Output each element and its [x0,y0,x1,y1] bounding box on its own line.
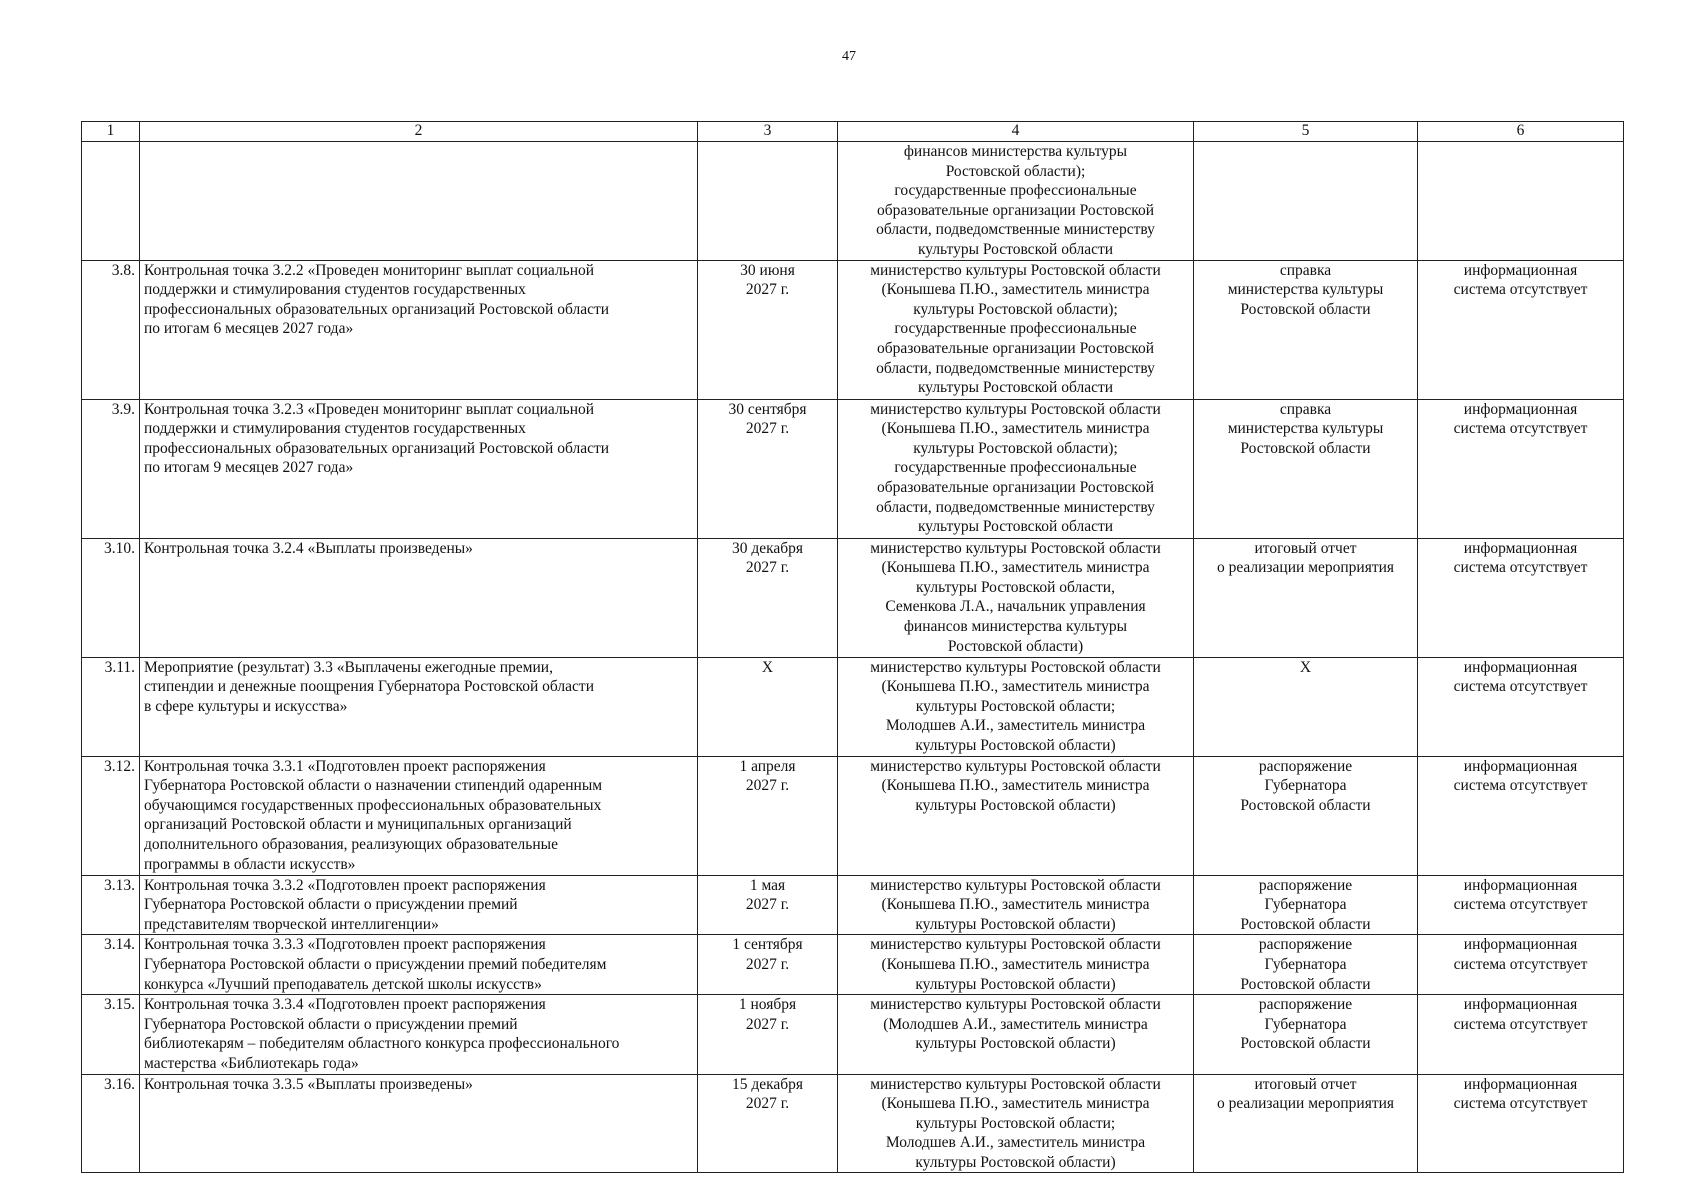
information-system: информационная система отсутствует [1418,935,1624,995]
row-number: 3.16. [82,1074,140,1173]
information-system: информационная система отсутствует [1418,538,1624,657]
responsible-executor: министерство культуры Ростовской области (Молодшев А.И., заместитель министра культуры Ростовской области) [838,995,1194,1074]
header-col-2: 2 [140,122,698,142]
deadline: Х [698,657,838,756]
control-point-name: Контрольная точка 3.3.3 «Подготовлен проект распоряжения Губернатора Ростовской области о присуждении премий победителям конкурса «Лучший преподаватель детской школы искусств» [140,935,698,995]
control-point-name: Контрольная точка 3.2.3 «Проведен мониторинг выплат социальной поддержки и стимулирования студентов государственных профессиональных образовательных организаций Ростовской области по итогам 9 месяцев 2027 года» [140,399,698,538]
deadline: 1 апреля 2027 г. [698,756,838,875]
responsible-executor: министерство культуры Ростовской области (Конышева П.Ю., заместитель министра культуры Ростовской области; Молодшев А.И., заместитель министра культуры Ростовской области) [838,657,1194,756]
deadline: 15 декабря 2027 г. [698,1074,838,1173]
responsible-executor: финансов министерства культуры Ростовской области); государственные профессиональные образовательные организации Ростовской области, подведомственные министерству культуры Ростовской области [838,142,1194,261]
control-point-name: Контрольная точка 3.3.5 «Выплаты произведены» [140,1074,698,1173]
information-system: информационная система отсутствует [1418,657,1624,756]
header-col-4: 4 [838,122,1194,142]
confirming-document [1194,142,1418,261]
information-system [1418,142,1624,261]
confirming-document: распоряжение Губернатора Ростовской области [1194,875,1418,935]
responsible-executor: министерство культуры Ростовской области (Конышева П.Ю., заместитель министра культуры Ростовской области) [838,935,1194,995]
responsible-executor: министерство культуры Ростовской области (Конышева П.Ю., заместитель министра культуры Ростовской области, Семенкова Л.А., начальник управления финансов министерства культуры Ростовской области) [838,538,1194,657]
header-row [82,122,1624,142]
deadline: 30 декабря 2027 г. [698,538,838,657]
confirming-document: справка министерства культуры Ростовской области [1194,399,1418,538]
header-col-3: 3 [698,122,838,142]
information-system: информационная система отсутствует [1418,1074,1624,1173]
table-row [82,1074,1624,1173]
table-row [82,756,1624,875]
control-point-name: Мероприятие (результат) 3.3 «Выплачены ежегодные премии, стипендии и денежные поощрения Губернатора Ростовской области в сфере культуры и искусства» [140,657,698,756]
control-point-name: Контрольная точка 3.3.4 «Подготовлен проект распоряжения Губернатора Ростовской области о присуждении премий библиотекарям – победителям областного конкурса профессионального мастерства «Библиотекарь года» [140,995,698,1074]
deadline: 1 ноября 2027 г. [698,995,838,1074]
page-number: 47 [842,49,856,64]
row-number: 3.13. [82,875,140,935]
deadline: 30 июня 2027 г. [698,260,838,399]
table-row [82,538,1624,657]
information-system: информационная система отсутствует [1418,260,1624,399]
table-row [82,995,1624,1074]
confirming-document: итоговый отчет о реализации мероприятия [1194,538,1418,657]
row-number: 3.14. [82,935,140,995]
information-system: информационная система отсутствует [1418,875,1624,935]
deadline [698,142,838,261]
responsible-executor: министерство культуры Ростовской области (Конышева П.Ю., заместитель министра культуры Ростовской области) [838,756,1194,875]
row-number: 3.11. [82,657,140,756]
responsible-executor: министерство культуры Ростовской области (Конышева П.Ю., заместитель министра культуры Ростовской области); государственные профессиональные образовательные организации Ростовской области, подведомственные министерству культуры Ростовской области [838,399,1194,538]
table-row [82,260,1624,399]
control-point-name: Контрольная точка 3.2.2 «Проведен мониторинг выплат социальной поддержки и стимулирования студентов государственных профессиональных образовательных организаций Ростовской области по итогам 6 месяцев 2027 года» [140,260,698,399]
header-col-6: 6 [1418,122,1624,142]
confirming-document: распоряжение Губернатора Ростовской области [1194,935,1418,995]
information-system: информационная система отсутствует [1418,399,1624,538]
confirming-document: распоряжение Губернатора Ростовской области [1194,756,1418,875]
deadline: 1 мая 2027 г. [698,875,838,935]
table-row [82,142,1624,261]
deadline: 30 сентября 2027 г. [698,399,838,538]
plan-table [81,121,1624,1173]
confirming-document: справка министерства культуры Ростовской области [1194,260,1418,399]
row-number: 3.15. [82,995,140,1074]
confirming-document: Х [1194,657,1418,756]
control-point-name [140,142,698,261]
header-col-1: 1 [82,122,140,142]
responsible-executor: министерство культуры Ростовской области (Конышева П.Ю., заместитель министра культуры Ростовской области; Молодшев А.И., заместитель министра культуры Ростовской области) [838,1074,1194,1173]
table-row [82,399,1624,538]
row-number: 3.8. [82,260,140,399]
row-number: 3.12. [82,756,140,875]
row-number: 3.10. [82,538,140,657]
control-point-name: Контрольная точка 3.3.1 «Подготовлен проект распоряжения Губернатора Ростовской области о назначении стипендий одаренным обучающимся государственных профессиональных образовательных организаций Ростовской области и муниципальных организаций дополнительного образования, реализующих образовательные программы в области искусств» [140,756,698,875]
deadline: 1 сентября 2027 г. [698,935,838,995]
table-row [82,875,1624,935]
control-point-name: Контрольная точка 3.2.4 «Выплаты произведены» [140,538,698,657]
information-system: информационная система отсутствует [1418,995,1624,1074]
confirming-document: распоряжение Губернатора Ростовской области [1194,995,1418,1074]
confirming-document: итоговый отчет о реализации мероприятия [1194,1074,1418,1173]
responsible-executor: министерство культуры Ростовской области (Конышева П.Ю., заместитель министра культуры Ростовской области) [838,875,1194,935]
table-body [82,142,1624,1173]
responsible-executor: министерство культуры Ростовской области (Конышева П.Ю., заместитель министра культуры Ростовской области); государственные профессиональные образовательные организации Ростовской области, подведомственные министерству культуры Ростовской области [838,260,1194,399]
table-row [82,935,1624,995]
table-row [82,657,1624,756]
row-number [82,142,140,261]
control-point-name: Контрольная точка 3.3.2 «Подготовлен проект распоряжения Губернатора Ростовской области о присуждении премий представителям творческой интеллигенции» [140,875,698,935]
header-col-5: 5 [1194,122,1418,142]
row-number: 3.9. [82,399,140,538]
information-system: информационная система отсутствует [1418,756,1624,875]
